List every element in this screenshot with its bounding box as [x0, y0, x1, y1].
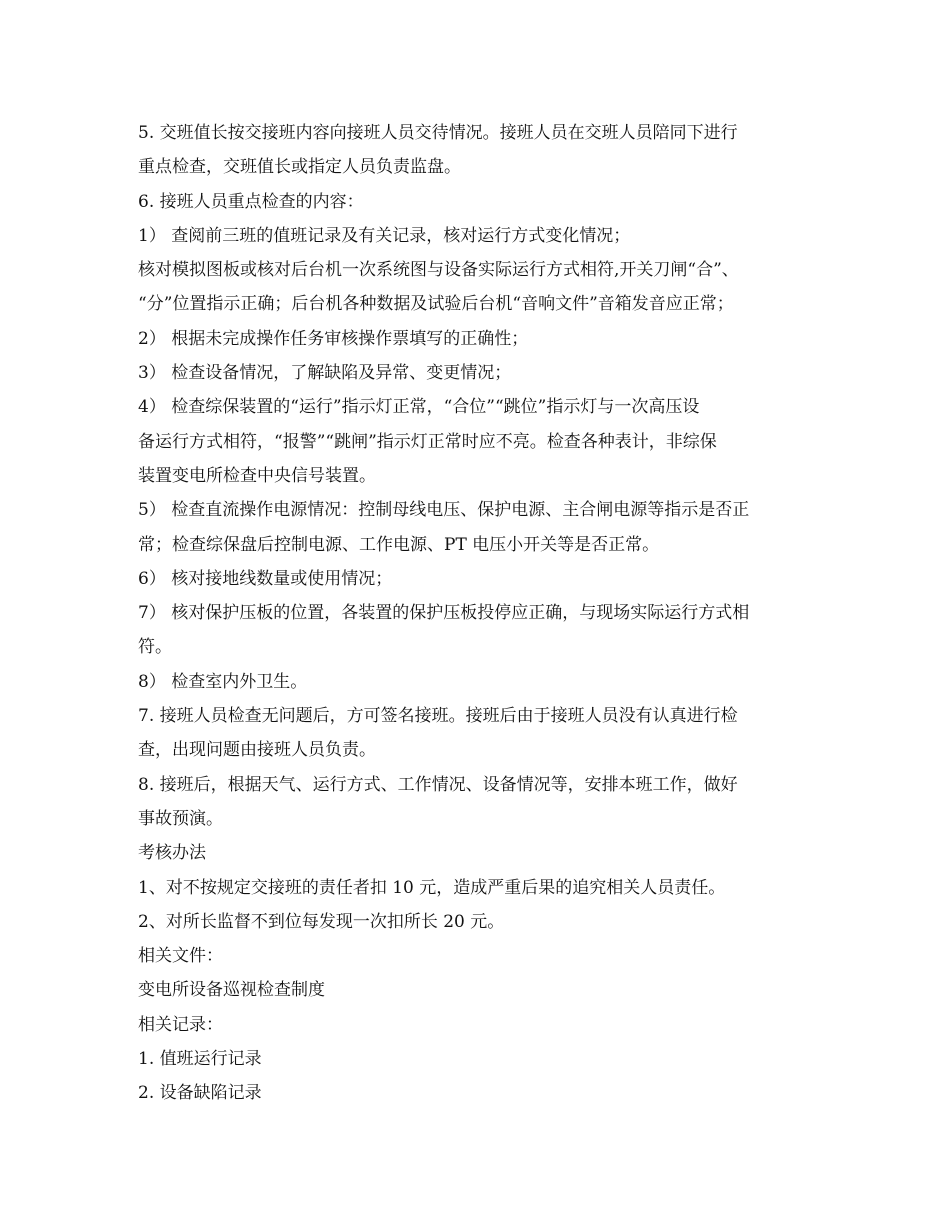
text-line: 1. 值班运行记录 [138, 1049, 262, 1070]
text-line: 2、对所长监督不到位每发现一次扣所长 20 元。 [138, 911, 505, 932]
document-body [138, 116, 828, 1111]
text-line: 查，出现问题由接班人员负责。 [138, 740, 376, 761]
text-line: 2. 设备缺陷记录 [138, 1083, 262, 1104]
text-line: “分”位置指示正确；后台机各种数据及试验后台机“音响文件”音箱发音应正常； [138, 294, 734, 315]
text-line: 7） 核对保护压板的位置，各装置的保护压板投停应正确，与现场实际运行方式相 [138, 603, 750, 624]
text-line: 8） 检查室内外卫生。 [138, 671, 308, 692]
text-line: 备运行方式相符，“报警”“跳闸”指示灯正常时应不亮。检查各种表计，非综保 [138, 431, 717, 452]
text-line: 符。 [138, 637, 172, 658]
text-line: 5） 检查直流操作电源情况：控制母线电压、保护电源、主合闸电源等指示是否正 [138, 500, 750, 521]
text-line: 7. 接班人员检查无问题后，方可签名接班。接班后由于接班人员没有认真进行检 [138, 706, 738, 727]
text-line: 6） 核对接地线数量或使用情况； [138, 568, 393, 589]
text-line: 核对模拟图板或核对后台机一次系统图与设备实际运行方式相符,开关刀闸“合”、 [138, 260, 739, 281]
text-line: 5. 交班值长按交接班内容向接班人员交待情况。接班人员在交班人员陪同下进行 [138, 123, 738, 143]
section-heading: 相关记录： [138, 1014, 223, 1035]
text-line: 事故预演。 [138, 808, 223, 829]
text-line: 3） 检查设备情况，了解缺陷及异常、变更情况； [138, 363, 512, 384]
section-heading: 考核办法 [138, 843, 206, 864]
section-heading: 相关文件： [138, 946, 223, 967]
text-line: 4） 检查综保装置的“运行”指示灯正常，“合位”“跳位”指示灯与一次高压设 [138, 397, 700, 418]
text-line: 2） 根据未完成操作任务审核操作票填写的正确性； [138, 328, 529, 349]
text-line: 1） 查阅前三班的值班记录及有关记录，核对运行方式变化情况； [138, 225, 631, 246]
text-line: 变电所设备巡视检查制度 [138, 980, 325, 1001]
text-line: 6. 接班人员重点检查的内容： [138, 191, 364, 212]
text-line: 重点检查，交班值长或指定人员负责监盘。 [138, 157, 461, 178]
text-line: 1、对不按规定交接班的责任者扣 10 元，造成严重后果的追究相关人员责任。 [138, 877, 726, 898]
text-line: 常；检查综保盘后控制电源、工作电源、PT 电压小开关等是否正常。 [138, 534, 660, 555]
text-line: 装置变电所检查中央信号装置。 [138, 465, 376, 486]
text-line: 8. 接班后，根据天气、运行方式、工作情况、设备情况等，安排本班工作，做好 [138, 774, 738, 795]
